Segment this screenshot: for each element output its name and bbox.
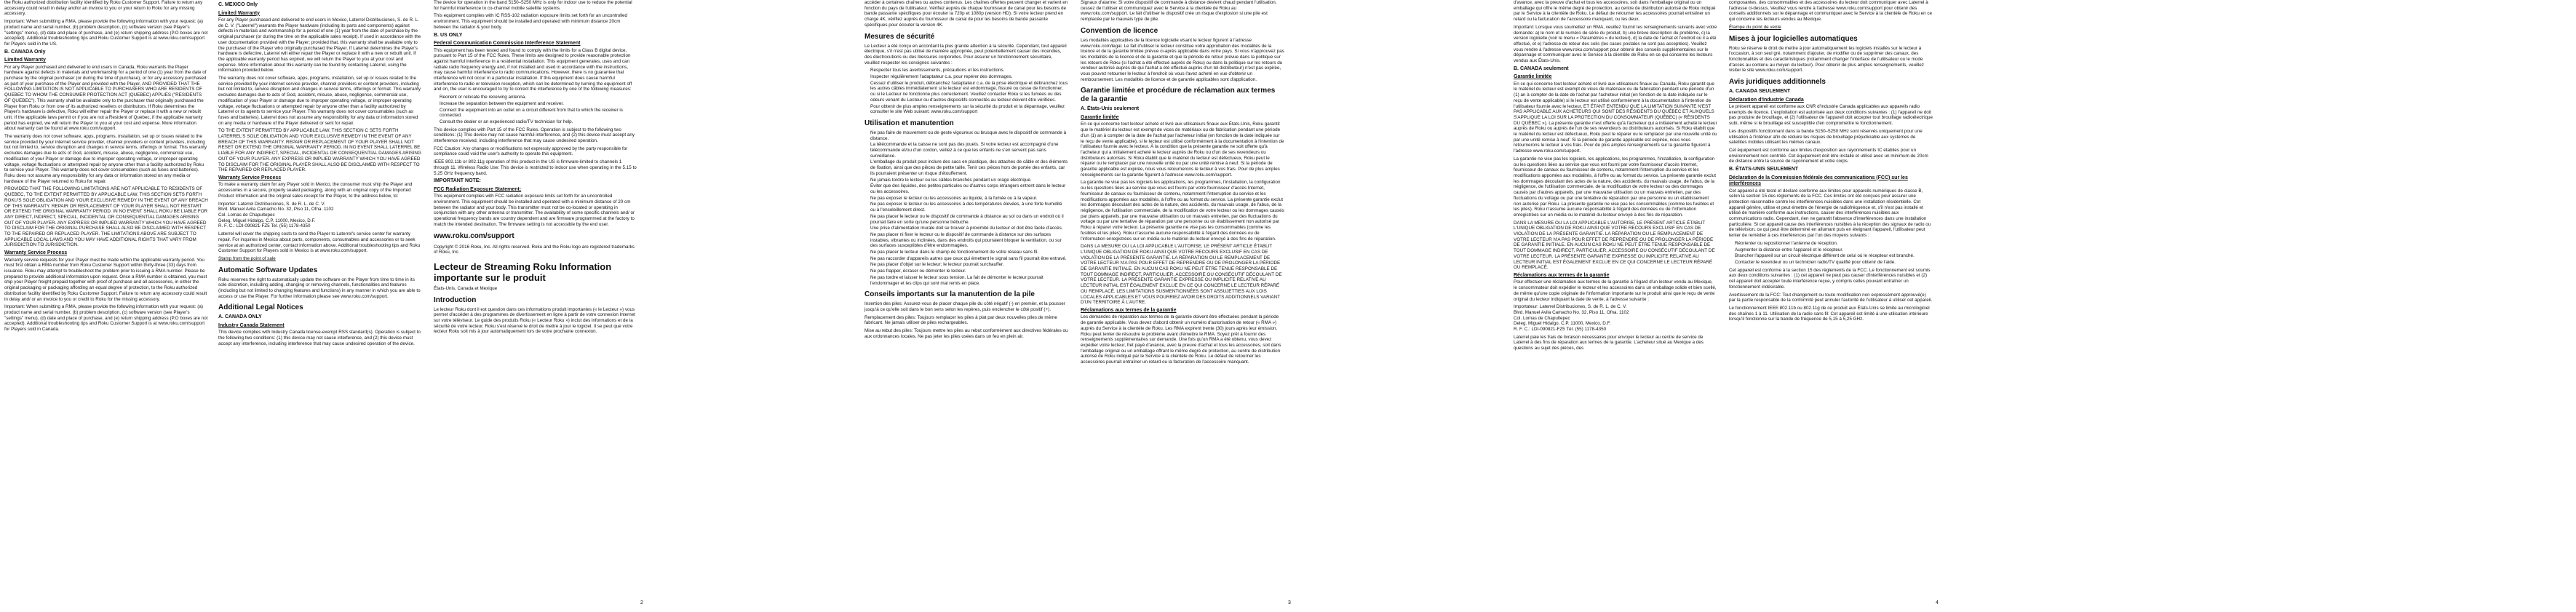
column-1 xyxy=(4,0,208,600)
paragraph: Pour effectuer une réclamation aux termes de la garantie à l'égard d'un lecteur vendu au Mexique, le consommateur doit expédier le lecteur et les accessoires dans un emballage solide et bien scellé, de même qu'une copie originale de l'information importante sur le produit ainsi que le reçu de vente original du lecteur indiquant la date de vente, à l'adresse suivante : xyxy=(1514,279,1717,302)
paragraph: Les modalités applicables de la licence logicielle visant le lecteur figurent à l'adresse www.roku.com/legal. Le fait d'utiliser le lecteur constitue votre approbation des modalités de la licence et de la garantie limitée prévue ci-après applicable dans votre pays. Si vous n'approuvez pas les modalités de la licence et de la garantie et que la période de retour prévue dans la politique sur les retours de Roku (si l'achat a été effectué auprès de Roku) ou dans la politique sur les retours du vendeur autorisé auprès de qui l'achat a été effectué auprès d'un tel distributeur) n'est pas expirée, vous pouvez retourner le lecteur à l'endroit où vous l'avez acheté en vue d'obtenir un remboursement. Les modalités de licence et de garantie applicables sont d'application. xyxy=(1081,37,1284,82)
list-item: • Increase the separation between the equipment and receiver. xyxy=(440,101,637,107)
paragraph: Le présent appareil est conforme aux CNR d'Industrie Canada applicables aux appareils radio exempts de licence. L'exploitation est autorisée aux deux conditions suivantes : (1) l'appareil ne doit pas produire de brouillage, et (2) l'utilisateur de l'appareil doit accepter tout brouillage radioélectrique subi, même si le brouillage est susceptible d'en compromettre le fonctionnement. xyxy=(1729,104,1933,127)
subsection-heading: Federal Communication Commission Interference Statement xyxy=(434,41,581,47)
section-heading: Introduction xyxy=(434,295,477,304)
paragraph: Remplacement des piles: Toujours remplacer les piles à plat par deux nouvelles piles de même fabricant. Ne jamais utiliser de piles rechargeables. xyxy=(864,314,1057,326)
list-item: • Une prise d'alimentation murale doit se trouver à proximité du lecteur et doit être facile d'accès. xyxy=(870,226,1068,231)
subsection-heading: Warranty Service Process xyxy=(4,250,68,256)
address-line: Deleg. Miguel Hidalgo, C.P. 11000, Mexico, D.F. xyxy=(218,218,316,223)
address-line: Deleg. Miguel Hidalgo, C.P. 11000, Mexico, D.F. xyxy=(1514,321,1611,327)
subsection-heading: A. CANADA ONLY xyxy=(218,314,262,320)
page-number: 2 xyxy=(640,600,643,605)
paragraph: The device for operation in the band 5150–5250 MHz is only for indoor use to reduce the potential for harmful interference to co-channel mobile satellite systems. xyxy=(434,0,632,11)
paragraph: This equipment complies with IC RSS-102 radiation exposure limits set forth for an uncontrolled environment. This equipment should be installed and operated with minimum distance 20cm between the radiator & your body. xyxy=(434,13,627,30)
paragraph: Laterrel paie les frais de livraison nécessaires pour envoyer le lecteur au centre de service de Laterrel à des fins de réparation aux termes de la garantie. L'acheteur situé au Mexique a des questions au sujet des pièces, des xyxy=(1514,334,1704,351)
bullet-list xyxy=(1729,241,1933,266)
paragraph: La garantie ne vise pas les logiciels, les applications, les programmes, l'installation, la configuration ou les questions liées au service que vous est fourni par votre fournisseur d'accès Internet, fournisseur de canaux ou fournisseur de contenu, notamment l'interruption du service et les modifications apportées aux modalités, à l'offre ou au format du service. La présente garantie exclut les dommages découlant des actes de la nature, des accidents, du mauvais usage, de l'abus, de la négligence, de l'utilisation commerciale, de la modification de votre lecteur ou des dommages causés par d'autres appareils, par une mauvaise utilisation ou un mauvais entretien, par des fluctuations du voltage ou par une tentative de réparation par une personne ou un établissement non autorisé par Roku. La présente garantie ne vise pas les consommables (comme les fusibles et les piles). Roku n'assume aucune responsabilité à l'égard des données ou de l'information enregistrées sur un média ou le matériel du lecteur envoyé à des fins de réparation. xyxy=(1514,156,1716,218)
paragraph: Roku reserves the right to automatically update the software on the Player from time to time in its sole discretion, including adding, changing or removing channels, functionalities and features (including but not limited to changing features and functions) in any manner in which you are able to access or use the Player. For further information please see www.roku.com/support. xyxy=(218,277,421,299)
list-item: • Consult the dealer or an experienced radio/TV technician for help. xyxy=(440,119,637,125)
list-item: • Éviter que des liquides, des petites particules ou d'autres corps étrangers entrent dans le lecteur ou les accessoires. xyxy=(870,183,1068,194)
bullet-list xyxy=(864,68,1068,115)
list-item: • Ne pas raccorder d'appareils autres que ceux qui émettent le signal sans fil pourrait être entravé. xyxy=(870,256,1068,262)
paragraph: This device complies with Part 15 of the FCC Rules. Operation is subject to the following two conditions: (1) This device may not cause harmful interference, and (2) this device must accept any interference received, including interference that may cause undesired operation. xyxy=(434,127,635,144)
column-3 xyxy=(434,0,637,600)
section-heading: Mesures de sécurité xyxy=(864,32,935,41)
subsection-heading: Déclaration de la Commission fédérale des communications (FCC) sur les interférences xyxy=(1729,175,1908,187)
list-item: • Augmenter la distance entre l'appareil et le récepteur. xyxy=(1735,247,1933,253)
paragraph: PROVIDED THAT THE FOLLOWING LIMITATIONS ARE NOT APPLICABLE TO RESIDENTS OF QUEBEC, TO THE EXTENT PERMITTED BY APPLICABLE LAW, THIS SECTION SETS FORTH ROKU'S SOLE OBLIGATION AND YOUR EXCLUSIVE REMEDY IN THE EVENT OF ANY BREACH OF THIS WARRANTY. REPAIR OR REPLACEMENT OF YOUR PLAYER SHALL NOT RESTART OR EXTEND THE ORIGINAL WARRANTY PERIOD. IN NO EVENT SHALL ROKU BE LIABLE FOR ANY DIRECT, INDIRECT, SPECIAL, INCIDENTAL OR CONSEQUENTIAL DAMAGES ARISING OUT OF YOUR PLAYER. ANY EXPRESS OR IMPLIED WARRANTY WHICH YOU HAVE AGREED TO DISCLAIM FOR THE ORIGINAL PURCHASE SHALL ALSO BE DISCLAIMED WITH RESPECT TO THE REPAIRED OR REPLACED PLAYER. THE LIMITATIONS ABOVE ARE SUBJECT TO APPLICABLE LOCAL LAWS AND YOU MAY HAVE ADDITIONAL RIGHTS THAT VARY FROM JURISDICTION TO JURISDICTION. xyxy=(4,186,208,248)
paragraph: Les demandes de réparation aux termes de la garantie doivent être effectuées pendant la période de garantie applicable. Vous devez d'abord obtenir un numéro d'autorisation de retour (« RMA ») auprès du Service à la clientèle de Roku. Les RMA expirent trente (30) jours après leur émission. Roku peut tenter de résoudre le problème avant d'émettre le RMA. Soyez prêt à fournir des renseignements supplémentaires sur demande. Une fois qu'un RMA a été obtenu, vous devez expédier votre lecteur, fret payé d'avance, avec la preuve d'achat et tous les accessoires, soit dans l'emballage original ou un emballage offrant le même degré de protection, au centre de distribution autorisé de Roku indiqué par le Service à la clientèle de Roku. Le défaut de retourner les accessoires pourrait entraîner un retard ou la facturation de l'accessoire manquant. xyxy=(1081,314,1281,365)
list-item: • Ne pas faire de mouvement ou de geste vigoureux ou brusque avec le dispositif de commande à distance. xyxy=(870,130,1068,141)
paragraph: FCC Caution: Any changes or modifications not expressly approved by the party responsible for compliance could void the user's authority to operate this equipment. xyxy=(434,146,628,157)
paragraph: La garantie ne vise pas les logiciels les applications, les programmes, l'installation, la configuration ou les questions liées au service que vous est fourni par votre fournisseur d'accès Internet, fournisseur de canaux ou fournisseur de contenu, notamment l'interruption du service et les modifications apportées aux modalités, à l'offre ou au format du service. La présente garantie exclut les dommages découlant des actes de la nature, des accidents, du mauvais usage, de l'abus, de la négligence, de l'utilisation commerciale, de la modification de votre lecteur ou les dommages causés par plans appareils, par une mauvaise utilisation ou un mauvais entretien, par des fluctuations du voltage ou par une tentative de réparation par une personne ou un établissement non autorisé par Roku à réparer votre lecteur. La présente garantie ne vise pas les consommables (comme les fusibles et les piles). Roku n'assume aucune responsabilité à l'égard des données ou de l'information enregistrées sur un média ou le matériel du lecteur envoyé à des fins de réparation. xyxy=(1081,180,1284,242)
paragraph: This equipment has been tested and found to comply with the limits for a Class B digital device, pursuant to Part 15 of the FCC Rules. These limits are designed to provide reasonable protection against harmful interference in a residential installation. This equipment generates, uses and can radiate radio frequency energy and, if not installed and used in accordance with the instructions, may cause harmful interference to radio communications. However, there is no guarantee that interference will not occur in a particular installation. If this equipment does cause harmful interference to radio or television reception, which can be determined by turning the equipment off and on, the user is encouraged to try to correct the interference by one of the following measures: xyxy=(434,47,632,92)
section-heading: Avis juridiques additionnels xyxy=(1729,78,1826,87)
subsection-heading: FCC Radiation Exposure Statement: xyxy=(434,186,522,192)
section-heading: Utilisation et manutention xyxy=(864,119,954,127)
list-item: • Ne pas placer le lecteur ou le dispositif de commande à distance au sol ou dans un endroit où il pourrait faire en sorte qu'une personne trébuche. xyxy=(870,214,1068,225)
list-item: • Pour obtenir de plus amples renseignements sur la sécurité du produit et la dépannage, veuillez consulter le site Web suivant: www.roku.com/support xyxy=(870,104,1068,115)
bullet-list xyxy=(864,130,1068,286)
list-item: • Connect the equipment into an outlet on a circuit different from that to which the receiver is connected. xyxy=(440,108,637,119)
address-line: Importateur: Laterrel Distribuciones, S. de R. L. de C. V. xyxy=(1514,304,1627,310)
paragraph: En ce qui concerne tout lecteur acheté et livré aux utilisateurs finaux au Canada, Roku garantit que le matériel du lecteur est exempt de vices de matériaux ou de fabrication pendant une période d'un (1) an à compter de la date de l'achat par l'acheteur initial (en fonction de la date indiquée sur le reçu de vente applicable) si le lecteur est utilisé conformément à la documentation à l'intention de l'utilisateur fournie avec le lecteur, ET ÉTANT ENTENDU QUE LA LIMITATION SUIVANTE N'EST PAS APPLICABLE AUX ACHETEURS QUI SONT DES RÉSIDENTS DU QUÉBEC ET AUXQUELS S'APPLIQUE LA LOI SUR LA PROTECTION DU CONSOMMATEUR (QUÉBEC) (« RÉSIDENTS DU QUÉBEC »). La présente garantie n'est offerte qu'à l'acheteur qui a initialement acheté le lecteur auprès de Roku ou auprès de l'un de ses revendeurs ou distributeurs autorisés. Si Roku établit que le matériel du lecteur est défectueux, Roku peut le réparer ou le remplacer par une nouvelle unité ou par une unité remise à neuf. Si la période de garantie applicable est expirée, nous vous retournerons le lecteur à vos frais. Pour de plus amples renseignements sur la garantie figurent à l'adresse www.roku.com/support. xyxy=(1514,81,1717,154)
paragraph: Signaux d'alarme: Si votre dispositif de commande à distance devient chaud pendant l'utilisation, cessez de l'utiliser et communiquez avec le Service à la clientèle de Roku au www.roku.com/support. Le fait d'utiliser le dispositif crée un risque d'explosion si une pile est remplacée par le mauvais type de pile. xyxy=(1081,0,1277,23)
paragraph: Les dispositifs fonctionnant dans la bande 5150–5250 MHz sont réservés uniquement pour une utilisation à l'intérieur afin de réduire les risques de brouillage préjudiciable aux systèmes de satellites mobiles utilisant les mêmes canaux. xyxy=(1729,128,1923,146)
list-item: • La télécommande et la caisse ne sont pas des jouets. Si votre lecteur est accompagné d'une télécommande et/ou d'un cordon, veillez à ce que les enfants ne s'en servent pas sans surveillance. xyxy=(870,142,1068,159)
paragraph: Important: Lorsque vous soumettez un RMA, veuillez fournir les renseignements suivants avec votre demande: a) le nom et le numéro de série du produit, b) une brève description du problème, c) la version logicielle (voir le menu « Paramètres » du lecteur), d) la date de l'achat et l'endroit où il a été effectué, et e) l'adresse de retour des colis (les cases postales ne sont pas acceptées). Veuillez vous rendre à l'adresse www.roku.com/support pour obtenir des conseils supplémentaires sur le dépannage et communiquer avec le Service à la clientèle de Roku en ce qui concerne les lecteurs vendus aux États-Unis. xyxy=(1514,24,1717,64)
paragraph: Avertissement de la FCC: Tout changement ou toute modification non expressément approuvé(e) par la partie responsable de la conformité peut annuler l'autorité de l'utilisateur à utiliser cet appareil. xyxy=(1729,292,1933,303)
section-heading: B. CANADA seulement xyxy=(1514,65,1569,71)
list-item: • Ne pas frapper, écraser ou démonter le lecteur. xyxy=(870,269,1068,274)
subsection-heading: Garantie limitée xyxy=(1514,74,1552,80)
list-item: • Cessez d'utiliser le produit, débranchez l'adaptateur c.a. de la prise électrique et débranchez tous les autres câbles immédiatement si le lecteur est endommagé, fissuré ou cesse de fonctionner, ou si le Lecteur ne fonctionne plus correctement. Veuillez contacter Roku si les fumées ou des odeurs venant du Lecteur ou d'autres dispositifs connectés au lecteur doivent être vérifiées. xyxy=(870,81,1068,103)
subsection-heading: Déclaration d'Industrie Canada xyxy=(1729,97,1804,103)
paragraph: Important: When submitting a RMA, please provide the following information with your request: (a) product name and serial number, (b) problem description, (c) software version (see Player's "settings" menu), (d) date and place of purchase, and (e) return shipping address (P.O boxes are not accepted). Additional troubleshooting tips and Roku Customer Support is at www.roku.com/support for Players sold in Canada. xyxy=(4,304,208,333)
address-line: Col. Lomas de Chapultepec xyxy=(1514,315,1570,321)
column-7 xyxy=(1729,0,1933,600)
paragraph: Laterrel will cover the shipping costs to send the Player to Laterrel's service center for warranty repair. For inquiries in Mexico about parts, components, consumables and accessories or to seek service at an authorized center, contact information above. Additional troubleshooting tips and Roku Customer Support for Players sold in Mexico is at www.roku.com/support. xyxy=(218,231,421,254)
paragraph: Le lecteur Roku dont il est question dans ces informations produit importantes (« le Lecteur ») vous permet d'accéder à des programmes de divertissement en ligne à partir de votre connexion Internet sur votre téléviseur. Le guide des produits Roku (« Lecteur Roku ») inclut des informations et de la sécurité de votre lecteur. Roku s'est réservé le droit de mettre à jour le logiciel. Il se peut que votre lecteur Roku soit mis à jour automatiquement lors de votre prochaine connexion. xyxy=(434,306,636,335)
support-url[interactable]: www.roku.com/support xyxy=(434,231,514,240)
list-item: • Ne jamais tordre le lecteur ou les câbles branchés pendant un orage électrique. xyxy=(870,178,1068,183)
section-heading: B. US ONLY xyxy=(434,32,463,38)
subsection-heading: Garantie limitée xyxy=(1081,114,1119,120)
paragraph: Mise au rebut des piles: Toujours mettre les piles au rebut conformément aux directives fédérales ou aux ordonnances locales. Ne pas jeter les piles usées dans un feu en plein air. xyxy=(864,328,1068,339)
subsection-heading: Warranty Service Process xyxy=(218,175,282,180)
section-heading: Conseils importants sur la manutention de la pile xyxy=(864,290,1035,299)
list-item: • Réorienter ou repositionner l'antenne de réception. xyxy=(1735,241,1933,247)
address-line: Importer: Laterrel Distribuciones, S. de R. L. de C. V. xyxy=(218,201,325,207)
subsection-heading: IMPORTANT NOTE: xyxy=(434,178,481,184)
bullet-list xyxy=(434,95,637,125)
paragraph: Warranty service requests for your Player must be made within the applicable warranty period. You must first obtain a RMA number from Roku Customer Support within thirty-three (33) days from issuance. Roku may attempt to troubleshoot the problem prior to issuing a RMA number. Please be prepared to provide additional information upon request. Once a RMA number is obtained, you must ship your Player freight prepaid together with proof of purchase and all accessories, in either the original packaging or packaging affording an equal degree of protection, to the Roku authorized distribution facility identified by Roku Customer Support. Failure to return any accessory could result in delay and/ or an invoice to you or credit to Roku for the missing accessory. xyxy=(4,257,207,302)
stamp-label: Étampe du point de vente xyxy=(1729,24,1781,30)
list-item: • Reorient or relocate the receiving antenna. xyxy=(440,95,637,100)
subsection-heading: Limited Warranty xyxy=(218,10,260,16)
paragraph: composantes, des consommables et des accessoires du lecteur doit communiquer avec Laterrel à l'adresse ci-dessus. Veuillez vous rendre à l'adresse www.roku.com/support pour obtenir des conseils additionnels sur le dépannage et communiquer avec le Service à la clientèle de Roku en ce qui concerne les lecteurs vendus au Mexique. xyxy=(1729,0,1932,23)
page-number: 4 xyxy=(1936,600,1939,605)
paragraph: Le Lecteur a été conçu en accordant la plus grande attention à la sécurité. Cependant, tout appareil électrique, s'il n'est pas utilisé de manière appropriée, peut potentiellement causer des incendies, des électrocutions ou des blessures corporelles. Pour assurer un fonctionnement sécuritaire, veuillez respecter les consignes suivantes : xyxy=(864,43,1067,65)
section-heading: Additional Legal Notices xyxy=(218,303,303,312)
column-5 xyxy=(1081,0,1284,600)
section-heading: C. MEXICO Only xyxy=(218,2,258,7)
paragraph: d'avance, avec la preuve d'achat et tous les accessoires, soit dans l'emballage original ou un emballage qui offre le même degré de protection, au centre de distribution autorisé de Roku indiqué par le Service à la clientèle de Roku. Le défaut de retourner les accessoires pourrait entraîner un retard ou la facturation de l'accessoire manquant, ou les deux. xyxy=(1514,0,1716,23)
subsection-heading: B. ÉTATS-UNIS SEULEMENT xyxy=(1729,167,1799,172)
paragraph: For any Player purchased and delivered to end users in Mexico, Laterrel Distribuciones, S. de R. L. de C. V. ("Laterrel") warrants the Player hardware (including its parts and components) against defects in materials and workmanship for a period of one (1) year from the date of purchase by the original purchaser (or during the time on the applicable sales receipt). If used in accordance with the user documentation provided with the Player; provided that, this warranty shall be available only to the purchaser of the Player who originally purchased the Player. If Laterrel determines the Player's hardware is defective, Laterrel will either repair the Player or replace it with a new or rebuilt unit. If the applicable warranty period has expired, we will return the Player to you at your cost and expense. More information about this warranty can be found by contacting Laterrel, using the information provided below. xyxy=(218,17,421,73)
column-4 xyxy=(864,0,1068,600)
paragraph: This device complies with Industry Canada license-exempt RSS standard(s). Operation is subject to the following two conditions: (1) this device may not cause interference, and (2) this device must accept any interference, including interference that may cause undesired operation of the device. xyxy=(218,330,421,346)
list-item: • Inspecter régulièrement l'adaptateur c.a. pour repérer des dommages. xyxy=(870,74,1068,80)
list-item: • L'emballage du produit peut inclure des sacs en plastique, des attaches de câble et des éléments de fixation, ainsi que des pièces de petite taille. Tenir ces pièces hors de portée des enfants, car ils pourraient présenter un risque d'étouffement. xyxy=(870,159,1068,176)
paragraph: To make a warranty claim for any Player sold in Mexico, the consumer must ship the Player and accessories in a secure, properly sealed packaging, along with an original copy of the Imported Product Information and the original sales receipt for the Player, to the address below, to: xyxy=(218,182,413,199)
paragraph: Cet appareil est conforme à la section 15 des règlements de la FCC. Le fonctionnement est soumis aux deux conditions suivantes : (1) cet appareil ne peut pas causer d'interférences nuisibles et (2) cet appareil doit accepter toute interférence reçue, y compris celles pouvant entraîner un fonctionnement indésirable. xyxy=(1729,267,1931,290)
paragraph: This equipment complies with FCC radiation exposure limits set forth for an uncontrolled environment. This equipment should be installed and operated with a minimum distance of 20 cm between the radiator and your body. This transmitter must not be co-located or operating in conjunction with any other antenna or transmitter. The availability of some specific channels and/ or operational frequency bands are country dependent and are firmware programmed at the factory to match the intended destination. The firmware setting is not accessible by the end user. xyxy=(434,194,635,227)
paragraph: accéder à certaines chaînes ou autres contenus. Les chaînes offertes peuvent changer et varient en fonction du pays de l'utilisateur. Vérifiez auprès de chaque fournisseur de canal pour les besoins de bande passante spécifiques pour écouter la 720p et 1080p (version HD). Si votre lecteur prend en charge 4K, vérifiez auprès du fournisseur de canal de pour les besoins de bande passante spécifiques pour écouter la version 4K. xyxy=(864,0,1068,28)
paragraph: Le fonctionnement IEEE 802.11b ou 802.11g de ce produit aux États-Unis se limite au micrologiciel des chaînes 1 à 11. Utilisation de la radio sans fil: Cet appareil est limité à une utilisation intérieure lorsqu'il fonctionne sur la bande de fréquence de 5,15 à 5,25 GHz. xyxy=(1729,305,1930,322)
address-line: R. F. C.: LDI-090821-FZ5 Tél. (55) 1178-4350 xyxy=(1514,327,1607,333)
paragraph: The warranty does not cover software, apps, programs, installation, set up or issues related to the service provided by your internet service provider, channel providers or content providers, including but not limited to, service disruption and changes in service terms, offerings or format. This warranty excludes damages due to acts of God, accident, misuse, abuse, negligence, commercial use, modification of your Player or damage due to improper operating voltage, or improper operating voltage, voltage fluctuations or attempted repair by anyone other than a facility authorized by Roku to service your Player. This warranty does not cover consumables (such as fuses and batteries). Roku does not assume any responsibility for any data or information stored on any media or hardware of the Player returned to Roku for repair. xyxy=(4,134,207,184)
list-item: • Ne pas exposer le lecteur ou les accessoires au liquide, à la fumée ou à la vapeur. xyxy=(870,196,1068,202)
column-6 xyxy=(1514,0,1717,600)
address-line: Blvd. Manuel Avila Camacho No. 32, Piso 11, Ofna. 1102 xyxy=(218,207,334,212)
section-heading: Mises à jour logicielles automatiques xyxy=(1729,34,1858,43)
paragraph: IEEE 802.11b or 802.11g operation of this product in the US is firmware-limited to channels 1 through 11. Wireless Radio Use: This device is restricted to indoor use when operating in the 5.15 to 5.25 GHz frequency band. xyxy=(434,159,637,176)
page-number: 3 xyxy=(1288,600,1291,605)
paragraph: DANS LA MESURE OU LA LOI APPLICABLE L'AUTORISE, LE PRÉSENT ARTICLE ÉTABLIT L'UNIQUE OBLIGATION DE ROKU AINSI QUE VOTRE RECOURS EXCLUSIF EN CAS DE VIOLATION DE LA PRÉSENTE GARANTIE. LA RÉPARATION OU LE REMPLACEMENT DE VOTRE LECTEUR N'A PAS POUR EFFET DE REPRENDRE OU DE PROLONGER LA PÉRIODE DE GARANTIE INITIALE. EN AUCUN CAS ROKU NE PEUT ÊTRE TENUE RESPONSABLE DE TOUT DOMMAGE INDIRECT, PARTICULIER, ACCESSOIRE OU CONSÉCUTIF DÉCOULANT DE VOTRE LECTEUR. LA PRÉSENTE GARANTIE EXPRESSE OU IMPLICITE RELATIVE AU LECTEUR INITIAL EST ÉGALEMENT EXCLUE EN CE QUI CONCERNE LE LECTEUR RÉPARÉ OU REMPLACÉ. xyxy=(1514,220,1715,271)
subsection-heading: Industry Canada Statement xyxy=(218,322,285,328)
paragraph: the Roku authorized distribution facility identified by Roku Customer Support. Failure to return any accessory could result in delay and/or an invoice to you or your return to Roku for any missing accessory. xyxy=(4,0,203,17)
list-item: • Brancher l'appareil sur un circuit électrique différent de celui où le récepteur est branché. xyxy=(1735,253,1933,259)
list-item: • Ne pas exposer le lecteur ou les accessoires à des températures élevées, à une forte humidité ou à l'ensoleillement direct. xyxy=(870,202,1068,212)
subsection-heading: Limited Warranty xyxy=(4,57,46,63)
paragraph: The warranty does not cover software, apps, programs, installation, set up or issues related to the service provided by your internet service provider, channel providers or content providers, including but not limited to, service disruption and changes in service terms, offerings or format. This warranty excludes damages due to acts of God, accident, misuse, abuse, negligence, commercial use, modification of your Player or damage due to improper operating voltage, or improper operating voltage, voltage fluctuations or attempted repair by anyone other than a facility authorized by Laterrel or its agents to service your Player. This warranty does not cover consumables (such as fuses and batteries). Laterrel does not assume any responsibility for any data or information stored on any media or hardware of the Player delivered or sent for repair. xyxy=(218,76,421,126)
subsection-heading: A. CANADA SEULEMENT xyxy=(1729,89,1791,95)
list-item: • Respecter tous les avertissements, précautions et les instructions. xyxy=(870,68,1068,73)
region-subtitle: États-Unis, Canada et Mexique xyxy=(434,285,498,291)
subsection-heading: Réclamations aux termes de la garantie xyxy=(1081,307,1177,313)
subsection-heading: Réclamations aux termes de la garantie xyxy=(1514,272,1610,278)
list-item: • Ne pas placer le lecteur dans le champ de fonctionnement de votre réseau sans fil. xyxy=(870,250,1068,255)
paragraph: Important: When submitting a RMA, please provide the following information with your request: (a) product name and serial number, (b) problem description, (c) software version (see Player's "settings" menu), (d) date and place of purchase, and (e) return shipping address (P.O boxes are not accepted). Additional troubleshooting tips and Roku Customer Support is at www.roku.com/support for Players sold in the US. xyxy=(4,19,208,47)
list-item: • Ne pas placer d'objet sur le lecteur; le lecteur pourrait surchauffer. xyxy=(870,262,1068,268)
section-heading: Garantie limitée et procédure de réclamation aux termes de la garantie xyxy=(1081,87,1276,104)
section-heading: Convention de licence xyxy=(1081,26,1158,35)
stamp-label: Stamp from the point of sale xyxy=(218,255,276,261)
paragraph: For any Player purchased and delivered to end users in Canada, Roku warrants the Player hardware against defects in materials and workmanship for a period of one (1) year from the date of purchase by the original purchaser (or during the time of purchase), or for any accessory purchased as part of your purchase of the Player and provided with the Player, AND PROVIDED THAT THE FOLLOWING LIMITATION IS NOT APPLICABLE TO PURCHASERS WHO ARE RESIDENTS OF QUEBEC TO WHOM THE CONSUMER PROTECTION ACT (QUEBEC) APPLIES ("RESIDENTS OF QUEBEC"). This warranty shall be available only to the purchaser that originally purchased the Player from Roku or from one of its authorized resellers or distributors. If Roku determines the Player's hardware is defective, Roku will either repair the Player or replace it with a new or rebuilt unit. If the applicable laws permit or if you are not a Resident of Quebec, if the applicable warranty period has expired, we will return the Player to you at your cost and expense. More information about warranty can be found at www.roku.com/support. xyxy=(4,64,207,132)
section-heading: Automatic Software Updates xyxy=(218,266,318,274)
list-item: • Ne pas placer ni fixer le lecteur ou le dispositif de commande à distance sur des surfaces instables, vibrantes ou inclinées, dans des endroits qui pourraient bloquer la ventilation, ou sur des surfaces susceptibles d'être endommagées. xyxy=(870,232,1068,249)
paragraph: Cet appareil a été testé et déclaré conforme aux limites pour appareils numériques de classe B, selon la section 15 des règlements de la FCC. Ces limites ont été conçues pour assurer une protection raisonnable contre les interférences nuisibles dans une installation résidentielle. Cet appareil génère, utilise et peut émettre de l'énergie de radiofréquence et, s'il n'est pas installé et utilisé de manière conforme aux instructions, causer des interférences nuisibles aux communications radio. Cependant, rien ne garantit l'absence d'interférences dans une installation particulière. Si cet appareil cause des interférences nuisibles à la réception des signaux de radio ou de télévision, ce qui peut être déterminé en allumant puis en éteignant l'appareil, l'utilisateur peut tenter de remédier à ces interférences par l'un des moyens suivants : xyxy=(1729,188,1931,239)
section-heading: B. CANADA Only xyxy=(4,49,46,55)
paragraph: En ce qui concerne tout lecteur acheté et livré aux utilisateurs finaux aux États-Unis, Roku garantit que le matériel du lecteur est exempt de vices de matériaux ou de fabrication pendant une période d'un (1) an à compter de la date de l'achat par l'acheteur initial (en fonction de la date indiquée sur le reçu de vente applicable), si le lecteur est utilisé conformément à la documentation à l'intention de l'utilisateur fournie avec le lecteur. À la condition que la présente garantie ne soit offerte qu'à l'acheteur qui a initialement acheté le lecteur auprès de Roku ou d'un de ses revendeurs ou distributeurs autorisés. Si Roku établit que le matériel du lecteur est défectueux, Roku peut le réparer ou le remplacer par une nouvelle unité ou par une unité remise à neuf. Si la période de garantie applicable est expirée, nous vous retournerons le lecteur à vos frais. Pour de plus amples renseignements sur la garantie figurent à l'adresse www.roku.com/support. xyxy=(1081,122,1284,178)
list-item: • Ne pas tordre et laisser le lecteur sous tension. La fait de démonter le lecteur pourrait l'endommager et les clips qui sont mal remis en place. xyxy=(870,275,1068,286)
list-item: • Contacter le revendeur ou un technicien radio/TV qualifié pour obtenir de l'aide. xyxy=(1735,260,1933,266)
paragraph: DANS LA MESURE OU LA LOI APPLICABLE L'AUTORISE, LE PRÉSENT ARTICLE ÉTABLIT L'UNIQUE OBLIGATION DE ROKU AINSI QUE VOTRE RECOURS EXCLUSIF EN CAS DE VIOLATION DE LA PRÉSENTE GARANTIE. LA RÉPARATION OU LE REMPLACEMENT DE VOTRE LECTEUR N'A PAS POUR EFFET DE REPRENDRE OU DE PROLONGER LA PÉRIODE DE GARANTIE INITIALE. EN AUCUN CAS ROKU NE PEUT ÊTRE TENUE RESPONSABLE DE TOUT DOMMAGE INDIRECT, PARTICULIER, ACCESSOIRE OU CONSÉCUTIF DÉCOULANT DE VOTRE LECTEUR. LA PRÉSENTE GARANTIE EXPRESSE OU IMPLICITE RELATIVE AU LECTEUR INITIAL EST ÉGALEMENT EXCLUE EN CE QUI CONCERNE LE LECTEUR RÉPARÉ OU REMPLACÉ. LES LIMITATIONS SUSMENTIONNÉES SONT ASSUJETTIES AUX LOIS LOCALES APPLICABLES ET VOUS POURRIEZ AVOIR DES DROITS ADDITIONNELS VARIANT D'UN TERRITOIRE À L'AUTRE. xyxy=(1081,244,1282,306)
paragraph: Roku se réserve le droit de mettre à jour automatiquement les logiciels installés sur le lecteur à l'occasion, à son seul gré, notamment d'ajouter, de modifier ou de supprimer des canaux, des fonctionnalités et des caractéristiques (notamment changer l'interface de l'utilisateur ou le mode d'accès au contenu au moyen du lecteur). Pour obtenir de plus amples renseignements, veuillez visiter le site www.roku.com/support. xyxy=(1729,45,1924,73)
paragraph: Insertion des piles: Assurez-vous de placer chaque pile du côté négatif (-) en premier, et la pousser jusqu'à ce qu'elle soit dans le bon sens selon les repères, puis enclencher le côté positif (+). xyxy=(864,301,1065,312)
address-line: Blvd. Manuel Avila Camacho No. 32, Piso 11, Ofna. 1102 xyxy=(1514,309,1629,315)
paragraph: TO THE EXTENT PERMITTED BY APPLICABLE LAW, THIS SECTION C SETS FORTH LATERREL'S SOLE OBLIGATION AND YOUR EXCLUSIVE REMEDY IN THE EVENT OF ANY BREACH OF THIS WARRANTY. REPAIR OR REPLACEMENT OF YOUR PLAYER SHALL NOT RESET OR EXTEND THE ORIGINAL WARRANTY PERIOD. IN NO EVENT SHALL LATERREL BE LIABLE FOR ANY INDIRECT, SPECIAL, INCIDENTAL OR CONSEQUENTIAL DAMAGES ARISING OUT OF YOUR PLAYER. ANY EXPRESS OR IMPLIED WARRANTY WHICH YOU HAVE AGREED TO DISCLAIM FOR THE ORIGINAL PLAYER SHALL ALSO BE DISCLAIMED WITH RESPECT TO THE REPAIRED OR REPLACED PLAYER. xyxy=(218,128,421,173)
copyright: Copyright © 2016 Roku, Inc. All rights reserved. Roku and the Roku logo are registered trademarks of Roku, Inc. xyxy=(434,244,635,255)
address-line: Col. Lomas de Chapultepec xyxy=(218,212,275,218)
address-line: R. F. C.: LDI-090821-FZ5 Tel. (55) 1178-4350 xyxy=(218,223,311,229)
french-title: Lecteur de Streaming Roku Information importante sur le produit xyxy=(434,261,612,283)
column-2 xyxy=(218,0,422,600)
subsection-heading: A. États-Unis seulement xyxy=(1081,106,1140,112)
paragraph: Cet équipement est conforme aux limites d'exposition aux rayonnements IC établies pour un environnement non contrôlé. Cet équipement doit être installé et utilisé avec un minimum de 20cm de distance entre la source de rayonnement et votre corps. xyxy=(1729,147,1928,164)
